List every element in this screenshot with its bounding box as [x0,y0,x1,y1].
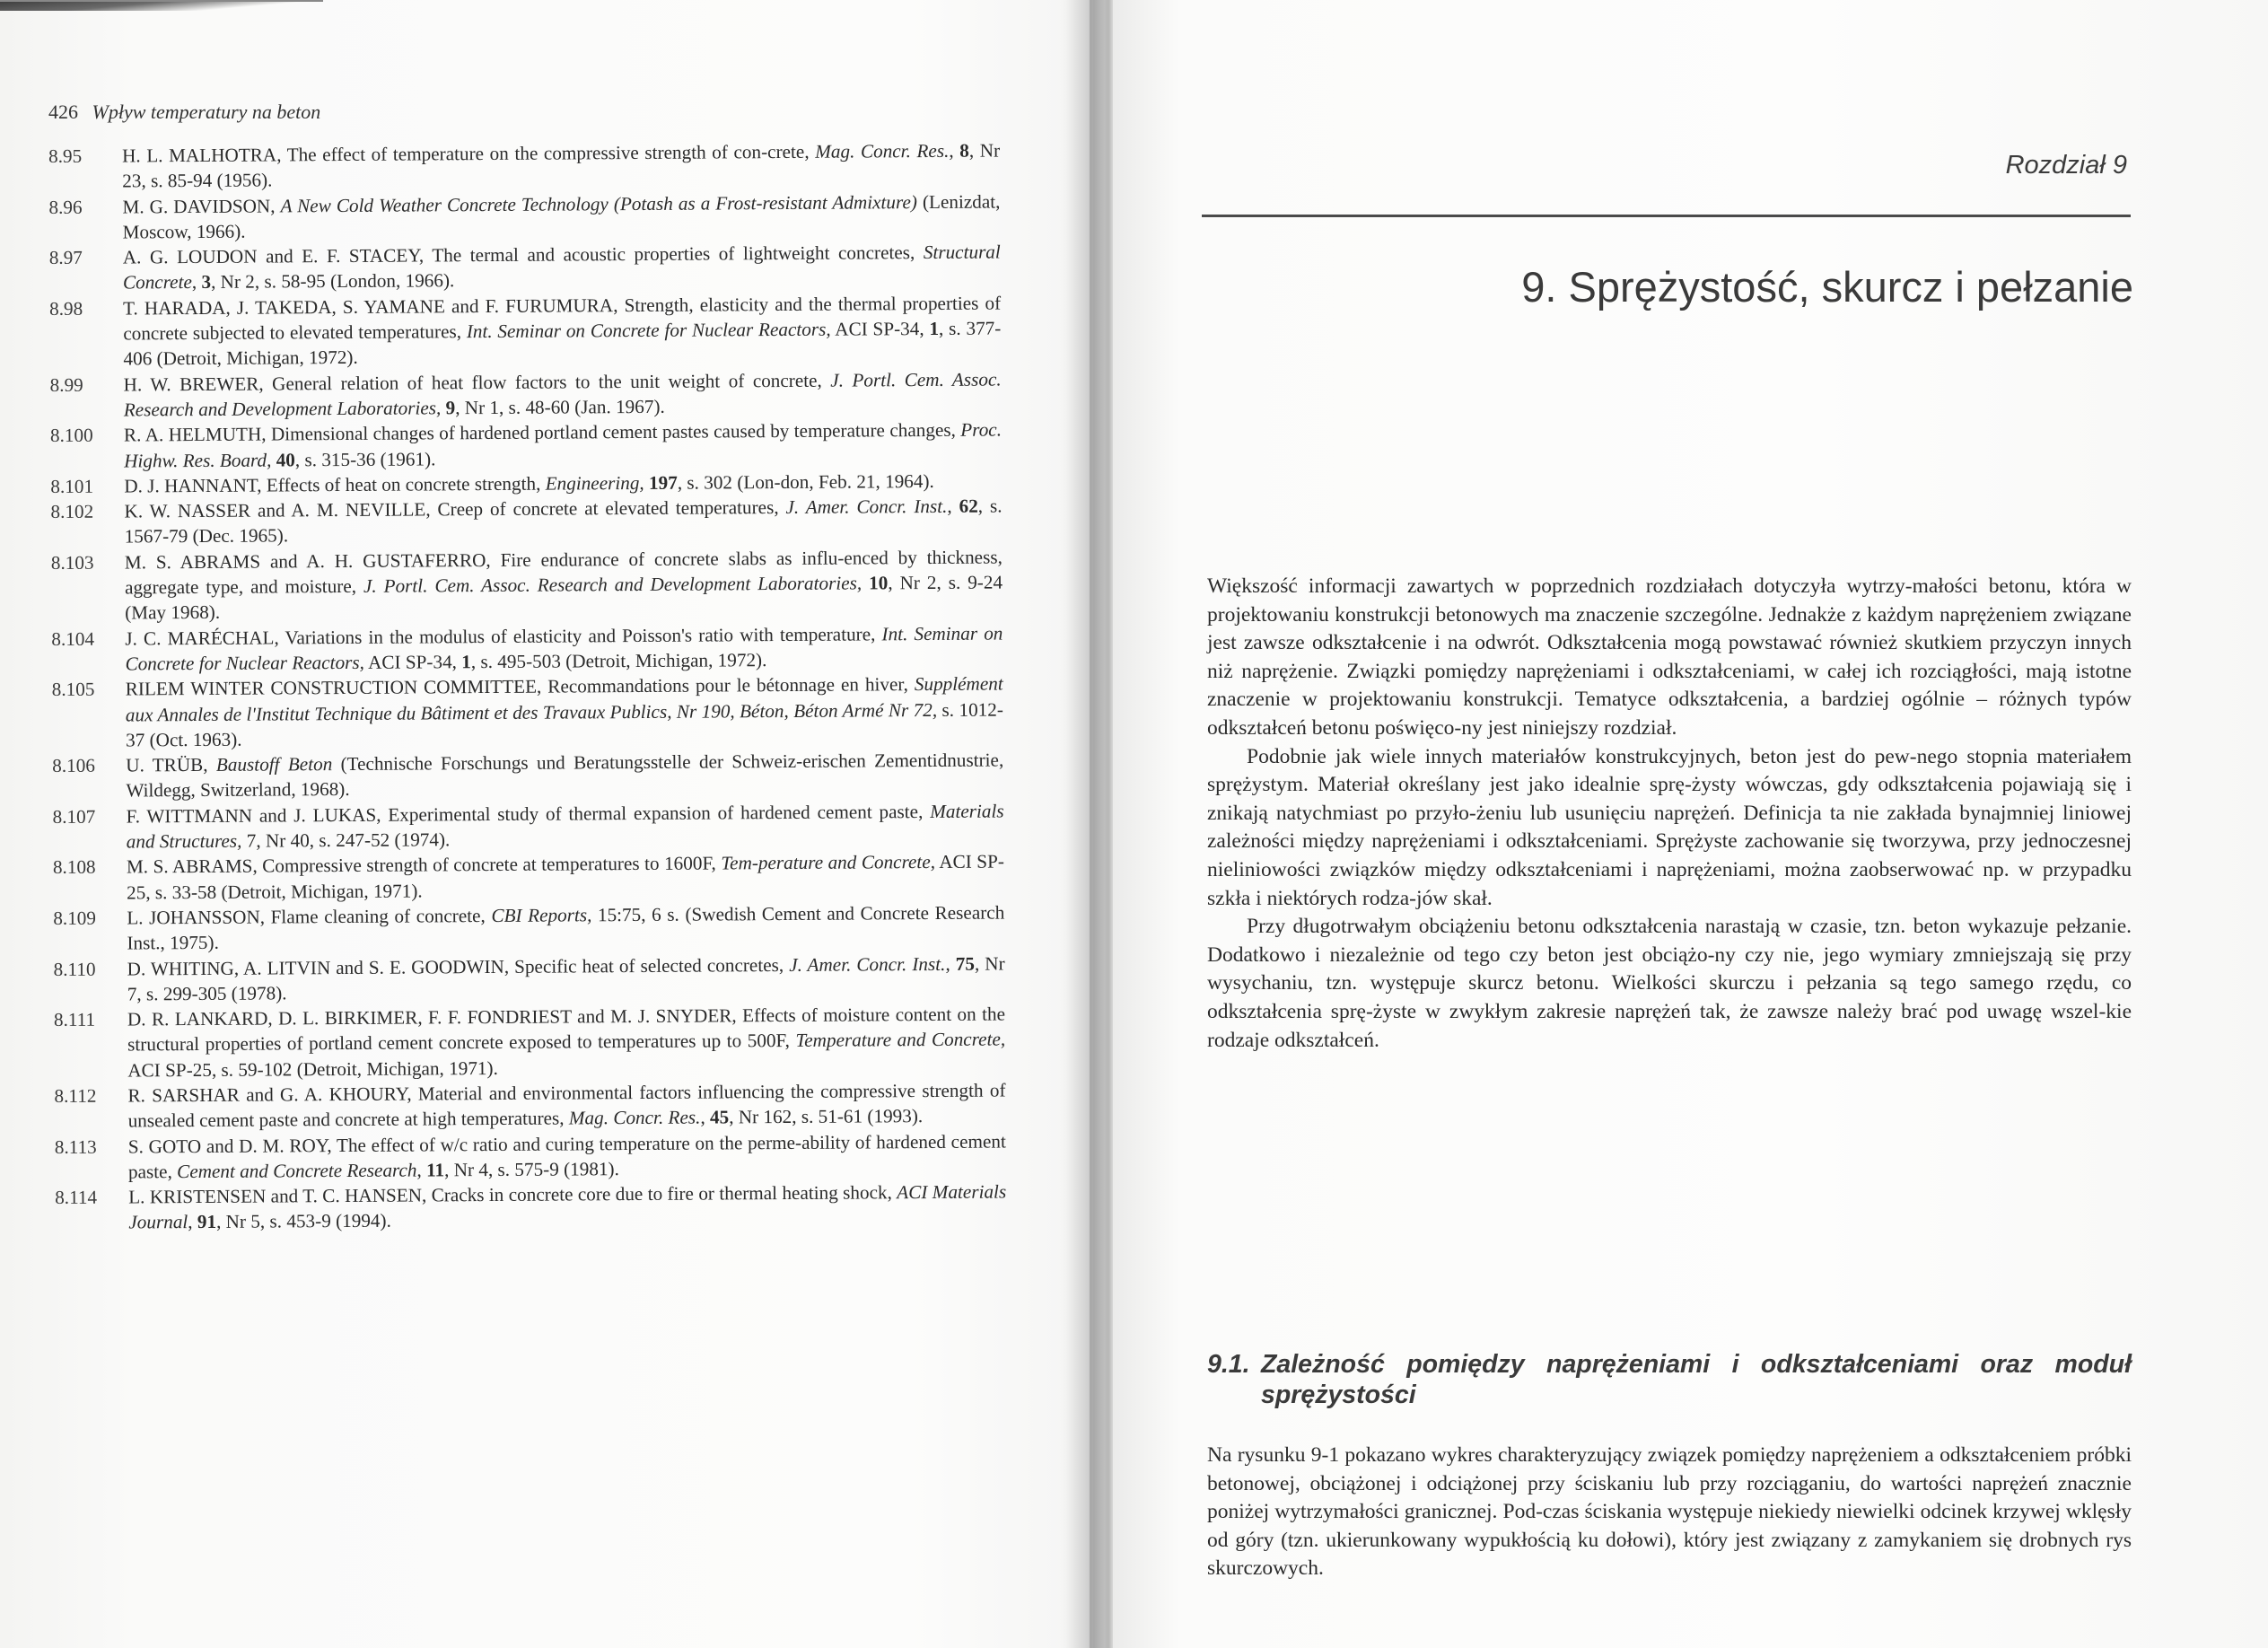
left-page [0,0,1090,1648]
reference-number: 8.107 [52,805,96,828]
reference-number: 8.97 [48,246,83,269]
reference-text: D. WHITING, A. LITVIN and S. E. GOODWIN, Specific heat of selected concretes, J. Amer. Concr. Inst., 75, Nr 7, s. 299-305 (1978). [127,952,1005,1005]
intro-paragraph: Podobnie jak wiele innych materiałów konstrukcyjnych, beton jest do pew-nego stopnia materiałem sprężystym. Materiał określany jest jako idealnie sprę-żysty wówczas, gdy odkształcenia pojawiają się i znikają natychmiast po przyło-żeniu lub usunięciu naprężeń. Definicja ta nie zakłada bynajmniej liniowej zależności między naprężeniami i odkształceniami. Sprężyste zachowanie się tworzywa, przy jednoczesnej nieliniowości związków między odkształceniami i naprężeniami, można zaobserwować np. w przypadku szkła i niektórych rodza-jów skał. [1207,744,2132,910]
section-paragraph: Na rysunku 9-1 pokazano wykres charakteryzujący związek pomiędzy naprężeniem a odkształceniem próbki betonowej, obciążonej i odciążonej przy ściskaniu lub przy rozciąganiu, do wartości naprężeń znacznie poniżej wytrzymałości granicznej. Pod-czas ściskania występuje niekiedy niewielki odcinek krzywej wklęsły od góry (tzn. ukierunkowany wypukłością ku dołowi), który jest związany z zamykaniem się drobnych rys skurczowych. [1207,1443,2132,1581]
reference-entry [51,620,1003,677]
reference-number: 8.98 [49,297,83,320]
reference-entry [50,494,1002,550]
reference-number: 8.110 [53,958,96,980]
reference-list [48,138,1006,1236]
chapter-title: 9. Sprężystość, skurcz i pełzanie [1521,263,2133,311]
reference-text: D. J. HANNANT, Effects of heat on concrete strength, Engineering, 197, s. 302 (Lon-don, Feb. 21, 1964). [124,469,934,497]
reference-number: 8.104 [51,627,95,650]
reference-text: F. WITTMANN and J. LUKAS, Experimental study of thermal expansion of hardened cement paste, Materials and Structures, 7, Nr 40, s. 247-52 (1974). [126,800,1004,853]
reference-text: H. L. MALHOTRA, The effect of temperature on the compressive strength of con-crete, Mag. Concr. Res., 8, Nr 23, s. 85-94 (1956). [122,139,1001,192]
reference-entry [52,671,1003,753]
reference-text: J. C. MARÉCHAL, Variations in the modulus of elasticity and Poisson's ratio with temperature, Int. Seminar on Concrete for Nuclear Reactors, ACI SP-34, 1, s. 495-503 (Detroit, Michigan, 1972). [125,622,1003,675]
chapter-rule-divider [1202,215,2131,217]
reference-entry [55,1179,1006,1236]
reference-text: A. G. LOUDON and E. F. STACEY, The termal and acoustic properties of lightweight concretes, Structural Concrete, 3, Nr 2, s. 58-95 (London, 1966). [122,241,1001,294]
reference-number: 8.114 [55,1186,98,1209]
section-number: 9.1. [1207,1350,1250,1379]
reference-text: L. KRISTENSEN and T. C. HANSEN, Cracks in concrete core due to fire or thermal heating shock, ACI Materials Journal, 91, Nr 5, s. 453-9 (1994). [128,1180,1007,1233]
reference-entry [50,417,1002,474]
reference-number: 8.102 [50,500,94,523]
reference-number: 8.111 [53,1008,96,1031]
reference-number: 8.106 [52,754,95,777]
reference-number: 8.96 [48,196,83,218]
reference-text: RILEM WINTER CONSTRUCTION COMMITTEE, Recommandations pour le bétonnage en hiver, Supplément aux Annales de l'Institut Technique du Bâtiment et des Travaux Publics, Nr 190, Béton, Béton Armé Nr 72, s. 1012-37 (Oct. 1963). [125,672,1003,751]
reference-entry [50,366,1002,423]
chapter-label: Rozdział 9 [2005,151,2127,180]
reference-number: 8.100 [49,424,93,447]
reference-number: 8.101 [50,475,94,497]
section-heading [1207,1349,2132,1410]
reference-entry [54,1077,1005,1134]
running-head [48,101,320,124]
reference-text: L. JOHANSSON, Flame cleaning of concrete, CBI Reports, 15:75, 6 s. (Swedish Cement and Concrete Research Inst., 1975). [127,901,1005,954]
reference-text: U. TRÜB, Baustoff Beton (Technische Forschungs und Beratungsstelle der Schweiz-erischen Zementidnustrie, Wildegg, Switzerland, 1968). [126,749,1004,802]
reference-number: 8.103 [50,551,94,574]
reference-text: K. W. NASSER and A. M. NEVILLE, Creep of concrete at elevated temperatures, J. Amer. Concr. Inst., 62, s. 1567-79 (Dec. 1965). [124,495,1003,548]
page-number: 426 [48,101,78,123]
reference-text: M. G. DAVIDSON, A New Cold Weather Concrete Technology (Potash as a Frost-resistant Admixture) (Lenizdat, Moscow, 1966). [122,190,1001,243]
reference-entry [54,1002,1005,1083]
reference-text: R. SARSHAR and G. A. KHOURY, Material and environmental factors influencing the compressive strength of unsealed cement paste and concrete at high temperatures, Mag. Concr. Res., 45, Nr 162, s. 51-61 (1993). [127,1079,1006,1132]
reference-entry [49,290,1001,372]
reference-number: 8.109 [53,907,97,929]
reference-text: D. R. LANKARD, D. L. BIRKIMER, F. F. FONDRIEST and M. J. SNYDER, Effects of moisture content on the structural properties of portland cement concrete exposed to temperatures up to 500F, Temperature and Concrete, ACI SP-25, s. 59-102 (Detroit, Michigan, 1971). [127,1003,1006,1082]
reference-number: 8.113 [54,1135,97,1158]
reference-number: 8.108 [52,856,96,879]
reference-text: T. HARADA, J. TAKEDA, S. YAMANE and F. FURUMURA, Strength, elasticity and the thermal properties of concrete subjected to elevated temperatures, Int. Seminar on Concrete for Nuclear Reactors, ACI SP-34, 1, s. 377-406 (Detroit, Michigan, 1972). [123,292,1002,370]
reference-number: 8.95 [48,145,83,167]
reference-number: 8.99 [49,373,83,396]
reference-text: H. W. BREWER, General relation of heat flow factors to the unit weight of concrete, J. Portl. Cem. Assoc. Research and Development Laboratories, 9, Nr 1, s. 48-60 (Jan. 1967). [123,368,1002,421]
intro-paragraph: Większość informacji zawartych w poprzednich rozdziałach dotyczyła wytrzy-małości betonu, która w projektowaniu konstrukcji betonowych ma znaczenie szczególne. Jednakże z każdym naprężeniem związane jest zawsze odkształcenie i na odwrót. Odkształcenia mogą powstawać również skutkiem przyczyn innych niż naprężenie. Związki pomiędzy naprężeniami i odkształceniami, w całej ich rozciągłości, mają istotne znaczenie w projektowaniu konstrukcji. Tematyce odkształcenia, a bardziej ogólnie – różnych typów odkształceń betonu poświęco-ny jest niniejszy rozdział. [1207,574,2132,740]
reference-entry [51,544,1003,626]
reference-text: M. S. ABRAMS, Compressive strength of concrete at temperatures to 1600F, Tem-perature and Concrete, ACI SP-25, s. 33-58 (Detroit, Michigan, 1971). [126,850,1004,904]
reference-entry [54,951,1005,1007]
section-body [1207,1442,2132,1583]
right-page [1092,0,2268,1648]
reference-entry [49,240,1001,296]
reference-entry [55,1128,1006,1185]
section-title: Zależność pomiędzy naprężeniami i odkształceniami oraz moduł sprężystości [1261,1350,2132,1409]
reference-entry [52,748,1003,804]
reference-number: 8.112 [54,1084,97,1107]
reference-entry [48,138,1000,195]
chapter-intro [1207,573,2132,1055]
reference-text: S. GOTO and D. M. ROY, The effect of w/c ratio and curing temperature on the perme-ability of hardened cement paste, Cement and Concrete Research, 11, Nr 4, s. 575-9 (1981). [127,1130,1006,1183]
reference-number: 8.105 [51,678,95,701]
reference-entry [48,188,1000,245]
running-head-title: Wpływ temperatury na beton [92,101,321,123]
reference-text: M. S. ABRAMS and A. H. GUSTAFERRO, Fire endurance of concrete slabs as influ-enced by thickness, aggregate type, and moisture, J. Portl. Cem. Assoc. Research and Development Laboratories, 10, Nr 2, s. 9-24 (May 1968). [124,546,1003,624]
reference-entry [52,798,1003,855]
intro-paragraph: Przy długotrwałym obciążeniu betonu odkształcenia narastają w czasie, tzn. beton wykazuje pełzanie. Dodatkowo i niezależnie od tego czy beton jest obciążo-ny czy nie, jego wymiary zmniejszają się przy wysychaniu, tzn. występuje skurcz betonu. Wielkości skurczu i pełzania są tego samego rzędu, co odkształcenia sprę-żyste w zwykłym zakresie naprężeń tak, że zawsze należy brać pod uwagę wszel-kie rodzaje odkształceń. [1207,915,2132,1052]
reference-entry [53,849,1004,906]
reference-text: R. A. HELMUTH, Dimensional changes of hardened portland cement pastes caused by temperature changes, Proc. Highw. Res. Board, 40, s. 315-36 (1961). [123,418,1003,472]
reference-entry [53,899,1004,956]
